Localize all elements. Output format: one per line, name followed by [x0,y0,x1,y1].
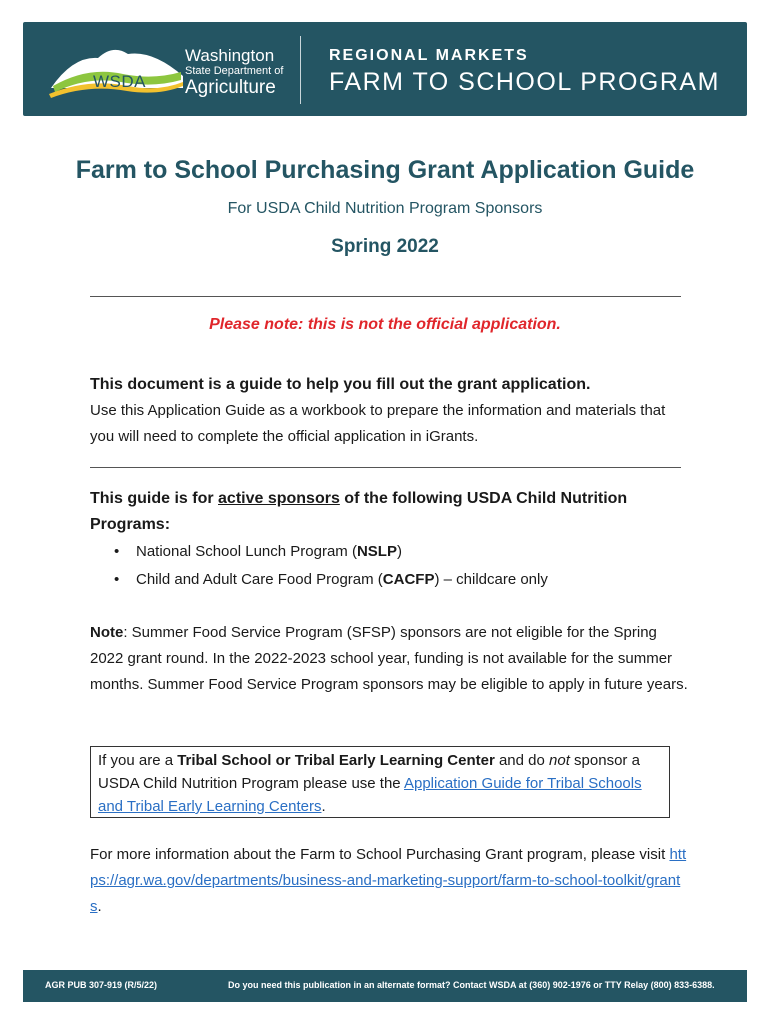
sfsp-note [90,620,690,698]
top-divider [90,296,681,297]
publication-number: AGR PUB 307-919 (R/5/22) [45,980,158,990]
agency-line-1: Washington [185,46,275,65]
alternate-format-contact: Do you need this publication in an alternate format? Contact WSDA at (360) 902-1976 or TTY Relay (800) 833-6388. [228,980,715,990]
footer-bar [23,970,747,1002]
header-banner [23,22,747,116]
document-subtitle: For USDA Child Nutrition Program Sponsors [227,200,543,217]
eligibility-heading-post: of the following USDA Child Nutrition Programs: [90,490,628,533]
program-name: FARM TO SCHOOL PROGRAM [329,68,720,96]
guide-heading: This document is a guide to help you fill out the grant application. [90,376,591,393]
note-body: : Summer Food Service Program (SFSP) sponsors are not eligible for the Spring 2022 grant round. In the 2022-2023 school year, funding is not available for the summer months. Summer Food Service Program sponsors may be eligible to apply in future years. [90,624,688,693]
guide-body: Use this Application Guide as a workbook to prepare the information and materials that you will need to complete the official application in iGrants. [90,402,666,445]
wsda-logo-text: WSDA [93,72,146,91]
unofficial-note: Please note: this is not the official application. [209,316,561,333]
note-label: Note [90,624,124,641]
eligibility-heading [90,486,690,538]
grant-season: Spring 2022 [331,236,439,257]
agency-name [185,47,283,98]
agency-line-3: Agriculture [185,77,276,98]
tribal-callout-box: If you are a Tribal School or Tribal Early Learning Center and do not sponsor a USDA Child Nutrition Program please use the Application Guide for Tribal Schools and Tribal Early Learning Centers. [90,746,670,818]
list-item: • National School Lunch Program (NSLP) [90,538,690,566]
list-item: • Child and Adult Care Food Program (CACFP) – childcare only [90,566,690,594]
wsda-logo-mountain-icon [43,36,193,106]
guide-section [90,372,690,450]
more-info: For more information about the Farm to School Purchasing Grant program, please visit https://agr.wa.gov/departments/business-and-marketing-support/farm-to-school-toolkit/grants. [90,846,687,915]
eligibility-heading-pre: This guide is for [90,490,219,507]
document-title: Farm to School Purchasing Grant Application Guide [75,156,695,184]
agency-line-2: State Department of [185,65,284,77]
grants-website-link[interactable]: https://agr.wa.gov/departments/business-and-marketing-support/farm-to-school-toolkit/grants [90,846,687,915]
middle-divider [90,467,681,468]
eligibility-section [90,486,690,594]
header-divider [300,36,301,104]
eligibility-heading-emphasis: active sponsors [218,490,340,507]
program-list [90,538,690,594]
tribal-guide-link[interactable]: Application Guide for Tribal Schools and Tribal Early Learning Centers [98,775,642,815]
program-title [329,46,720,98]
program-eyebrow: REGIONAL MARKETS [329,47,529,64]
